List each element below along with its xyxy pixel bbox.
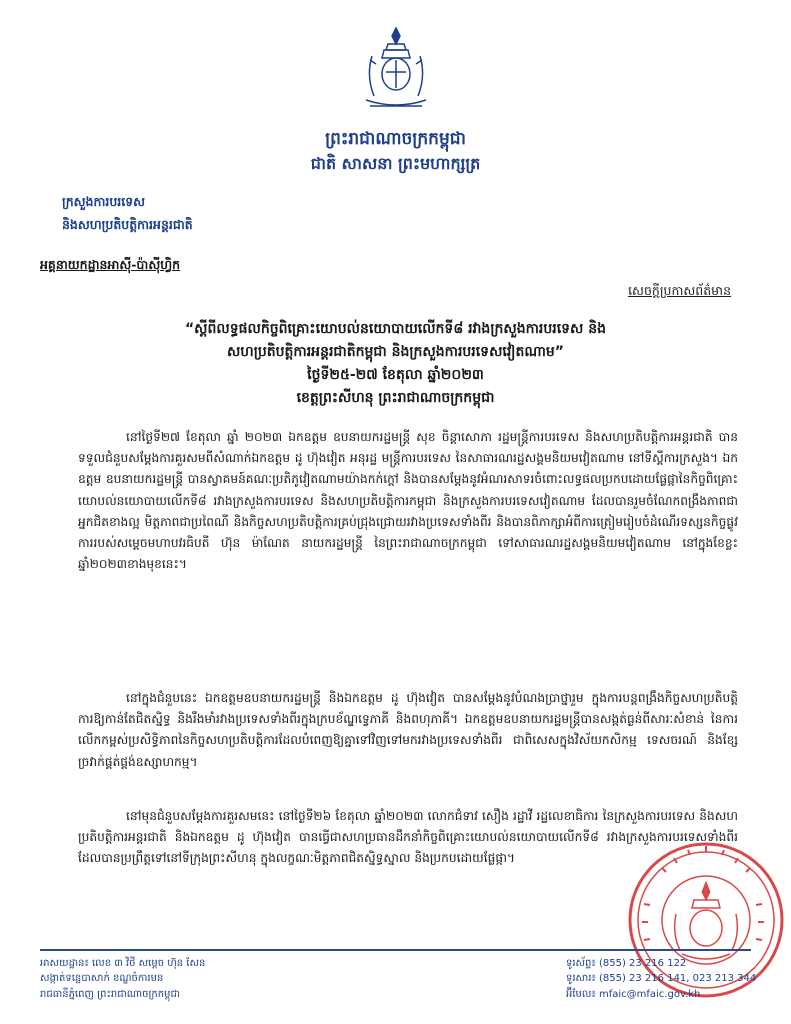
national-motto: ជាតិ សាសនា ព្រះមហាក្សត្រ [310,154,481,173]
title-date: ថ្ងៃទី២៥-២៧ ខែតុលា ឆ្នាំ២០២៣ [307,367,484,383]
department-name: អគ្គនាយកដ្ឋានអាស៊ី-ប៉ាស៊ីហ្វិក [40,257,181,272]
title-line2: សហប្រតិបត្តិការអន្តរជាតិកម្ពុជា និងក្រសួងការបរទេសវៀតណាម” [227,344,564,360]
ministry-name-line2: និងសហប្រតិបត្តិការអន្តរជាតិ [62,217,193,232]
ministry-name-line1: ក្រសួងការបរទេស [62,194,146,209]
title-location: ខេត្តព្រះសីហនុ ព្រះរាជាណាចក្រកម្ពុជា [296,390,495,406]
footer-divider [40,949,751,951]
title-line1: “ស្តីពីលទ្ធផលកិច្ចពិគ្រោះយោបល់នយោបាយលើកទី៨ រវាងក្រសួងការបរទេស និង [184,321,607,337]
footer-address-line1: អាសយដ្ឋាន៖ លេខ ៣ វិថី សម្តេច ហ៊ុន សែន [40,958,206,969]
press-release-label: សេចក្តីប្រកាសព័ត៌មាន [628,283,731,298]
body-paragraph-3: នៅមុនជំនួបសម្តែងការគួរសមនេះ នៅថ្ងៃទី២៦ ខែតុលា ឆ្នាំ២០២៣ លោកជំទាវ សឿង រដ្ឋាវី រដ្ឋលេខាធិការ នៃក្រសួងការបរទេស និងសហប្រតិបត្តិការអន្តរជាតិ និងឯកឧត្តម ដូ ហ៊ុងវៀត បានធ្វើជាសហប្រធានដឹកនាំកិច្ចពិគ្រោះយោបល់នយោបាយលើកទី៨ រវាងក្រសួងការបរទេសទាំងពីរ ដែលបានប្រព្រឹត្តទៅនៅទីក្រុងព្រះសីហនុ ក្នុងលក្ខណៈមិត្តភាពជិតស្និទ្ធស្នាល និងប្រកបដោយផ្លែផ្កា។ [78,809,738,866]
footer-email[interactable]: អ៊ីមែល៖ mfaic@mfaic.gov.kh [566,989,701,1000]
kingdom-heading: ព្រះរាជាណាចក្រកម្ពុជា [325,129,466,149]
body-paragraph-1: នៅថ្ងៃទី២៧ ខែតុលា ឆ្នាំ ២០២៣ ឯកឧត្តម ឧបនាយករដ្ឋមន្ត្រី សុខ ចិន្តាសោភា រដ្ឋមន្ត្រីការបរទេស និងសហប្រតិបត្តិការអន្តរជាតិ បានទទួលជំនួបសម្តែងការគួរសមពីសំណាក់ឯកឧត្តម ដូ ហ៊ុងវៀត អនុរដ្ឋ មន្ត្រីការបរទេស នៃសាធារណរដ្ឋសង្គមនិយមវៀតណាម នៅទីស្តីការក្រសួង។ ឯកឧត្តម ឧបនាយករដ្ឋមន្ត្រី បានស្វាគមន៍គណៈប្រតិភូវៀតណាមយ៉ាងកក់ក្តៅ និងបានសម្តែងនូវអំណរសាទរចំពោះលទ្ធផលប្រកបដោយផ្លែផ្កានៃកិច្ចពិគ្រោះយោបល់នយោបាយលើកទី៨ រវាងក្រសួងការបរទេស និងសហប្រតិបត្តិការកម្ពុជា និងក្រសួងការបរទេសវៀតណាម ដែលបានរួមចំណែកពង្រឹងភាពជាអ្នកជិតខាងល្អ មិត្តភាពជាប្រពៃណី និងកិច្ចសហប្រតិបត្តិការគ្រប់ជ្រុងជ្រោយរវាងប្រទេសទាំងពីរ និងបានពិភាក្សាអំពីការត្រៀមរៀបចំដំណើរទស្សនកិច្ចផ្លូវការរបស់សម្តេចមហាបវរធិបតី ហ៊ុន ម៉ាណែត នាយករដ្ឋមន្ត្រី នៃព្រះរាជាណាចក្រកម្ពុជា ទៅសាធារណរដ្ឋសង្គមនិយមវៀតណាម នៅក្នុងខែខ្លះ ឆ្នាំ២០២៣ខាងមុខនេះ។ [78,430,738,572]
footer-address-line3: រាជធានីភ្នំពេញ ព្រះរាជាណាចក្រកម្ពុជា [40,989,180,1000]
body-paragraph-2: នៅក្នុងជំនួបនេះ ឯកឧត្តមឧបនាយករដ្ឋមន្ត្រី និងឯកឧត្តម ដូ ហ៊ុងវៀត បានសម្តែងនូវបំណងប្រាថ្នារួម ក្នុងការបន្តពង្រឹងកិច្ចសហប្រតិបត្តិការឱ្យកាន់តែជិតស្និទ្ធ និងរឹងមាំរវាងប្រទេសទាំងពីរក្នុងក្របខ័ណ្ឌទ្វេភាគី និងពហុភាគី។ ឯកឧត្តមឧបនាយករដ្ឋមន្ត្រីបានសង្កត់ធ្ងន់ពីសារៈសំខាន់ នៃការលើកកម្ពស់ប្រសិទ្ធិភាពនៃកិច្ចសហប្រតិបត្តិការដែលបំពេញឱ្យគ្នាទៅវិញទៅមករវាងប្រទេសទាំងពីរ ជាពិសេសក្នុងវិស័យកសិកម្ម ទេសចរណ៍ និងខ្សែច្រវាក់ផ្គត់ផ្គង់ឧស្សាហកម្ម។ [78,691,738,769]
footer-fax: ទូរសារ៖ (855) 23 216 141, 023 213 344 [566,973,757,984]
footer-address-line2: សង្កាត់ទន្លេបាសាក់ ខណ្ឌចំការមន [40,973,164,984]
footer-phone: ទូរស័ព្ទ៖ (855) 23 216 122 [566,958,687,969]
royal-emblem-icon [360,26,432,112]
